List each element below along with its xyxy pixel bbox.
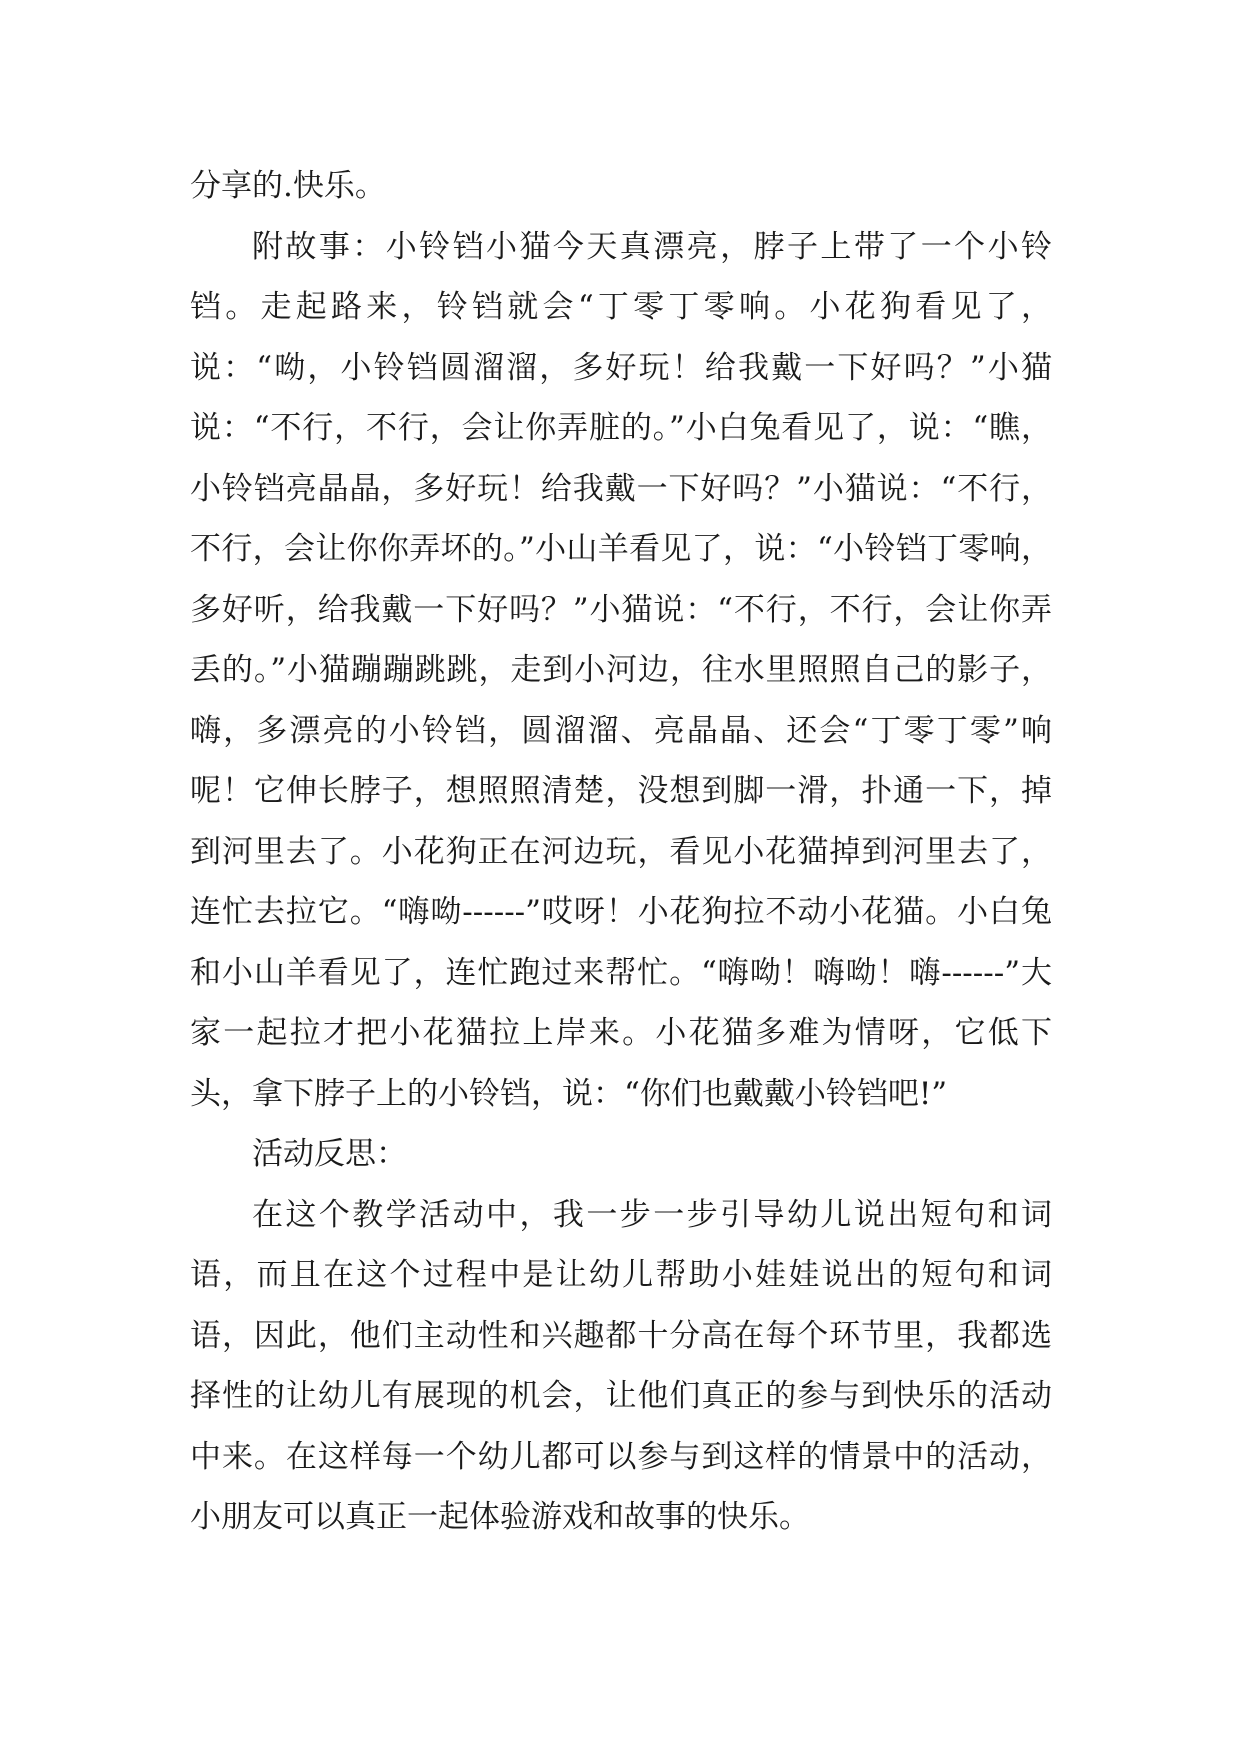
paragraph-reflection-body: 在这个教学活动中，我一步一步引导幼儿说出短句和词语，而且在这个过程中是让幼儿帮助小娃娃说出的短句和词语，因此，他们主动性和兴趣都十分高在每个环节里，我都选择性的让幼儿有展现的机会，让他们真正的参与到快乐的活动中来。在这样每一个幼儿都可以参与到这样的情景中的活动，小朋友可以真正一起体验游戏和故事的快乐。 bbox=[190, 1196, 1052, 1535]
paragraph-fragment-end: 分享的.快乐。 bbox=[190, 168, 386, 204]
paragraph-reflection-heading: 活动反思： bbox=[252, 1136, 407, 1172]
paragraph-story: 附故事：小铃铛小猫今天真漂亮，脖子上带了一个小铃铛。走起路来，铃铛就会“丁零丁零响。小花狗看见了，说：“呦，小铃铛圆溜溜，多好玩！给我戴一下好吗？”小猫说：“不行，不行，会让你弄脏的。”小白兔看见了，说：“瞧，小铃铛亮晶晶，多好玩！给我戴一下好吗？”小猫说：“不行，不行，会让你你弄坏的。”小山羊看见了，说：“小铃铛丁零响，多好听，给我戴一下好吗？”小猫说：“不行，不行，会让你弄丢的。”小猫蹦蹦跳跳，走到小河边，往水里照照自己的影子，嗨，多漂亮的小铃铛，圆溜溜、亮晶晶、还会“丁零丁零”响呢！它伸长脖子，想照照清楚，没想到脚一滑，扑通一下，掉到河里去了。小花狗正在河边玩，看见小花猫掉到河里去了，连忙去拉它。“嗨呦------”哎呀！小花狗拉不动小花猫。小白兔和小山羊看见了，连忙跑过来帮忙。“嗨呦！嗨呦！嗨------”大家一起拉才把小花猫拉上岸来。小花猫多难为情呀，它低下头，拿下脖子上的小铃铛，说：“你们也戴戴小铃铛吧!” bbox=[190, 228, 1052, 1112]
body-text bbox=[190, 156, 1052, 1548]
